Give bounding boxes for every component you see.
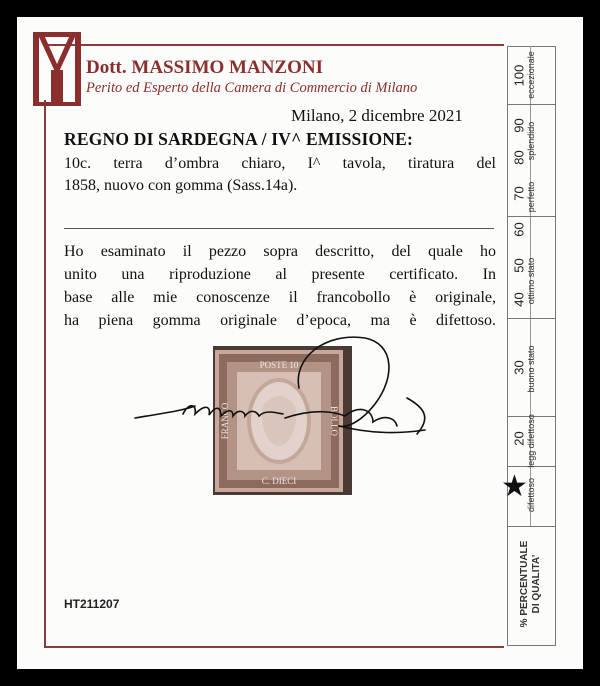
quality-scale [507,46,555,646]
scale-number-50: 50 [511,258,527,273]
scale-label-difettoso: difettoso [526,477,536,513]
body-line: ha piena gomma originale d’epoca, ma è difettoso. [64,312,496,329]
scale-label-splendido: splendido [526,121,536,161]
expert-name [86,57,323,79]
scale-footer-line2: DI QUALITA’ [531,554,542,614]
scale-number-20: 20 [511,431,527,446]
stamp-left-text: FRANCO [220,402,230,440]
certificate-title: REGNO DI SARDEGNA / IV^ EMISSIONE: [64,129,414,149]
body-line: unito una riproduzione al presente certificato. In [64,266,496,283]
left-rule [44,100,46,648]
top-rule [44,44,504,46]
stamp-description [64,153,496,197]
scale-footer [519,524,543,644]
stamp-right-text: BOLLO [329,406,339,436]
expert-signature [125,318,445,448]
scale-footer-line1: % PERCENTUALE [519,540,530,628]
selected-grade-star-icon: ★ [501,470,528,503]
scale-label-buono-stato: buono stato [526,345,536,393]
separator-line [64,228,494,229]
scale-number-60: 60 [511,222,527,237]
stamp-top-text: POSTE 10 [259,360,299,370]
description-line: 10c. terra d’ombra chiaro, I^ tavola, tiratura del [64,155,496,172]
scale-number-30: 30 [511,360,527,375]
scale-label-eccezionale: eccezionale [526,51,536,99]
scale-label-legg-difettoso: legg difettoso [526,414,536,468]
name-text: MASSIMO MANZONI [131,57,323,78]
expert-subtitle: Perito ed Esperto della Camera di Commercio di Milano [86,80,418,96]
description-line: 1858, nuovo con gomma (Sass.14a). [64,177,298,194]
body-line: Ho esaminato il pezzo sopra descritto, del quale ho [64,243,496,260]
certificate-date: Milano, 2 dicembre 2021 [291,106,463,125]
mm-monogram-logo [31,30,83,108]
scale-number-80: 80 [511,150,527,165]
body-line: base alle mie conoscenze il francobollo è originale, [64,289,496,306]
scale-frame-right [555,46,556,646]
scale-label-perfetto: perfetto [526,181,536,213]
bottom-rule [44,646,504,648]
certificate-id: HT211207 [64,597,120,611]
stamp-bottom-text: C. DIECI [261,476,297,486]
scale-label-ottimo-stato: ottimo stato [526,257,536,305]
scale-number-40: 40 [511,292,527,307]
name-prefix: Dott. [86,57,132,78]
scale-number-90: 90 [511,118,527,133]
scale-number-70: 70 [511,186,527,201]
scale-number-100: 100 [511,64,527,87]
